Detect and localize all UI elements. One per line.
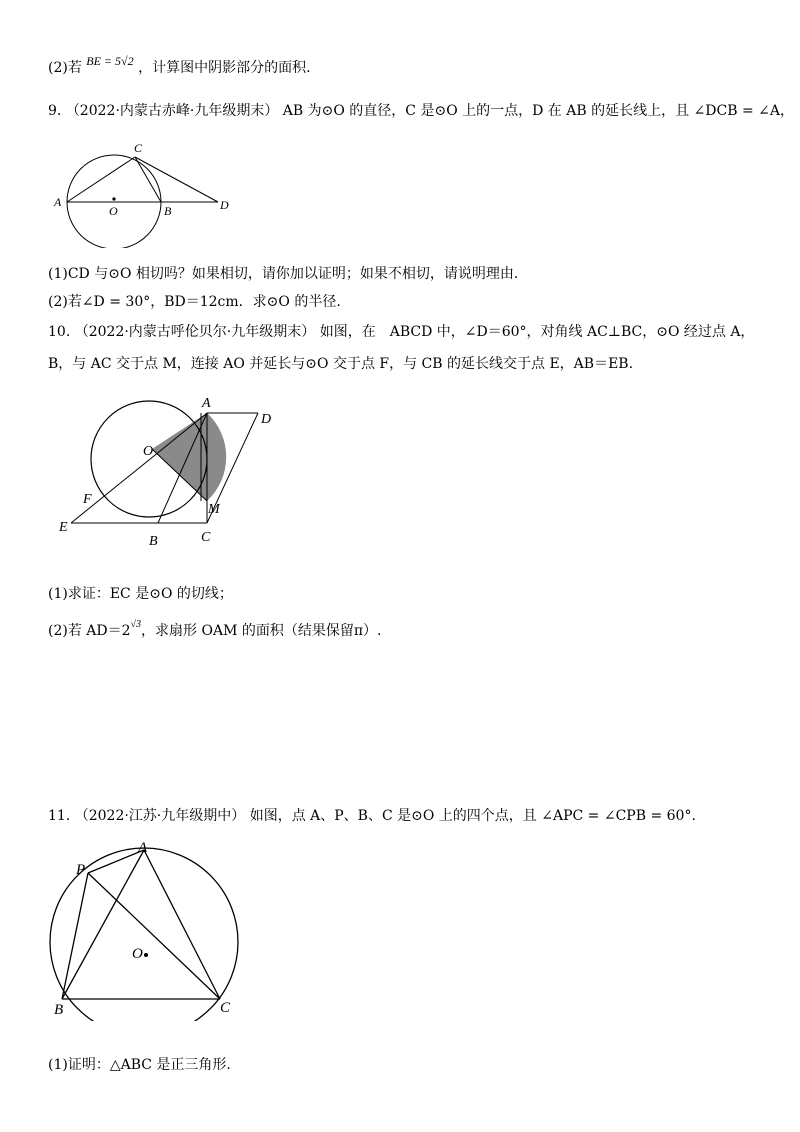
q8-part2: [48, 54, 311, 78]
q11-side-ac: [144, 850, 220, 999]
q10-label-b: B: [149, 534, 158, 549]
q9-source: （2022·内蒙古赤峰·九年级期末）: [65, 103, 279, 119]
q11-figure: [40, 836, 255, 1021]
q9-number: 9.: [48, 103, 62, 119]
q10-shaded-sector: [152, 413, 226, 501]
q9-part2: (2)若∠D = 30°，BD＝12cm．求⊙O 的半径.: [48, 294, 341, 310]
q11-side-ab: [62, 850, 144, 999]
q10-part2-prefix: (2)若 AD＝2: [48, 623, 131, 639]
q11-label-a: A: [138, 840, 148, 856]
q11-segment-pb: [62, 873, 88, 999]
q9-part1: (1)CD 与⊙O 相切吗？如果相切，请你加以证明；如果不相切，请说明理由.: [48, 266, 519, 282]
q10-label-d: D: [261, 412, 272, 427]
q10-part2-suffix: ，求扇形 OAM 的面积（结果保留π）.: [141, 623, 382, 639]
q9-label-a: A: [54, 195, 62, 209]
q9-label-c: C: [134, 141, 143, 155]
q9-stem: [48, 101, 794, 121]
q10-label-f: F: [83, 492, 92, 507]
q10-label-m: M: [208, 502, 220, 517]
q11-source: （2022·江苏·九年级期中）: [74, 808, 246, 824]
q9-label-b: B: [164, 204, 172, 218]
q8-part2-suffix: ，计算图中阴影部分的面积.: [138, 60, 311, 76]
q11-center-dot: [144, 953, 148, 957]
q11-label-o: O: [132, 946, 143, 962]
q11-number: 11.: [48, 808, 71, 824]
q11-label-p: P: [76, 862, 86, 878]
q10-source: （2022·内蒙古呼伦贝尔·九年级期末）: [74, 324, 316, 340]
q10-part2-sqrt: √3: [130, 619, 142, 630]
q9-chord-ac: [67, 157, 135, 202]
q9-label-o: O: [109, 204, 118, 218]
q10-figure: [55, 393, 295, 553]
q9-label-d: D: [220, 198, 229, 212]
q11-stem-text: 如图，点 A、P、B、C 是⊙O 上的四个点，且 ∠APC = ∠CPB = 60°.: [249, 808, 696, 824]
q10-stem-line2: B，与 AC 交于点 M，连接 AO 并延长与⊙O 交于点 F，与 CB 的延长线交于点 E，AB＝EB.: [48, 356, 634, 372]
q10-part2: [48, 621, 382, 643]
q9-center-dot: [112, 197, 115, 200]
q11-label-b: B: [54, 1002, 64, 1018]
q8-be-equation: BE = 5√2: [86, 54, 134, 68]
q11-segment-pc: [88, 873, 220, 999]
q11-stem: [48, 806, 696, 826]
q8-part2-prefix: (2)若: [48, 60, 82, 76]
q11-part1: (1)证明：△ABC 是正三角形.: [48, 1057, 231, 1073]
q10-label-c: C: [201, 530, 211, 545]
q10-label-e: E: [59, 520, 68, 535]
q11-label-c: C: [220, 1000, 231, 1016]
q10-part1: (1)求证：EC 是⊙O 的切线；: [48, 586, 233, 602]
q10-label-o: O: [143, 444, 154, 459]
q10-number: 10.: [48, 324, 71, 340]
q9-figure: [40, 136, 250, 248]
q10-label-a: A: [202, 396, 211, 411]
q9-stem-text: AB 为⊙O 的直径，C 是⊙O 上的一点，D 在 AB 的延长线上，且 ∠DCB = ∠A，: [282, 103, 794, 119]
q10-stem-text-1: 如图，在 ABCD 中，∠D＝60°，对角线 AC⊥BC，⊙O 经过点 A，: [319, 324, 755, 340]
q10-stem-line1: [48, 322, 754, 342]
